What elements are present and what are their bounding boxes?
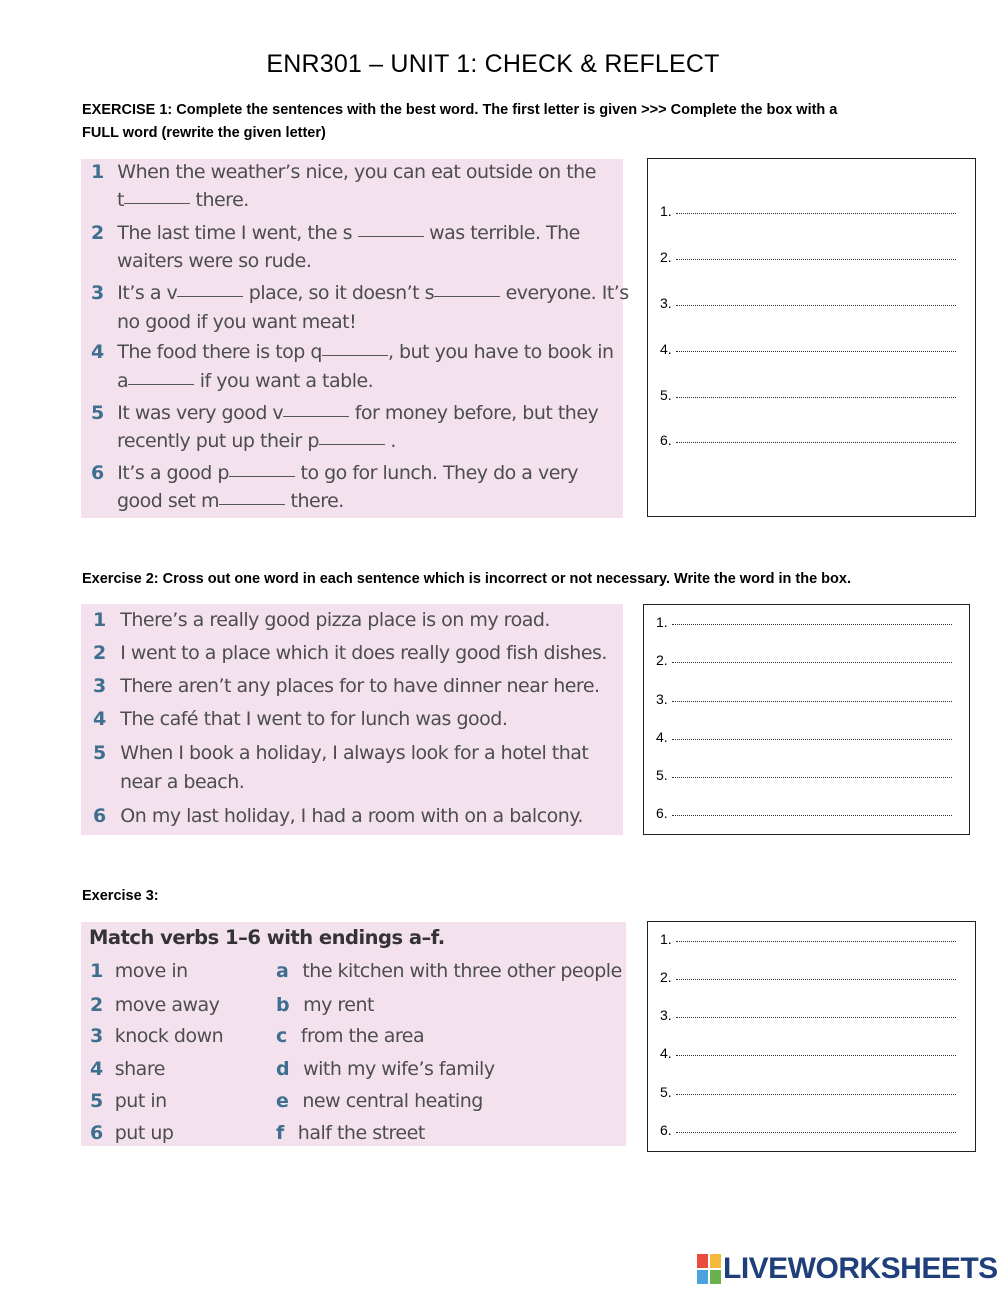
answer-row[interactable] — [656, 805, 952, 821]
list-item-continued — [117, 430, 396, 452]
item-number: 1 — [90, 960, 103, 982]
sentence-text: if you want a table. — [194, 370, 374, 392]
answer-blank — [434, 295, 500, 297]
verb-text: put up — [114, 1122, 174, 1144]
exercise2-sentences — [81, 604, 623, 835]
ending-item — [276, 960, 622, 982]
list-item — [81, 708, 507, 730]
list-item — [81, 609, 550, 631]
list-item — [81, 402, 598, 424]
answer-number: 4. — [660, 341, 672, 357]
sentence-text: The food there is top q — [117, 341, 322, 363]
answer-field[interactable] — [676, 304, 956, 306]
exercise1-instruction-line2: FULL word (rewrite the given letter) — [82, 125, 326, 141]
answer-row[interactable] — [656, 614, 952, 630]
sentence-text: . — [384, 430, 396, 452]
sentence-text: It was very good v — [117, 402, 284, 424]
answer-number: 1. — [660, 203, 672, 219]
answer-number: 2. — [660, 969, 672, 985]
answer-number: 3. — [660, 295, 672, 311]
liveworksheets-logo-icon — [697, 1254, 721, 1284]
ending-text: from the area — [300, 1025, 425, 1047]
item-letter: f — [276, 1122, 284, 1144]
sentence-text: to go for lunch. They do a very — [294, 462, 578, 484]
answer-field[interactable] — [676, 1016, 956, 1018]
answer-field[interactable] — [676, 441, 956, 443]
ending-text: half the street — [297, 1122, 425, 1144]
ending-item — [276, 1090, 483, 1112]
answer-blank — [322, 354, 388, 356]
item-number: 3 — [91, 282, 104, 304]
sentence-text: place, so it doesn’t s — [243, 282, 435, 304]
list-item-continued — [117, 311, 356, 333]
answer-field[interactable] — [672, 814, 952, 816]
ending-item — [276, 1058, 495, 1080]
verb-text: knock down — [114, 1025, 224, 1047]
list-item — [81, 341, 614, 363]
item-number: 3 — [90, 1025, 103, 1047]
sentence-text: everyone. It’s — [500, 282, 629, 304]
verb-item — [90, 1058, 165, 1080]
answer-row[interactable] — [660, 1122, 956, 1138]
answer-field[interactable] — [672, 776, 952, 778]
answer-number: 6. — [660, 1122, 672, 1138]
answer-row[interactable] — [660, 1007, 956, 1023]
exercise3-heading: Match verbs 1–6 with endings a–f. — [89, 926, 445, 949]
list-item — [81, 161, 596, 183]
answer-row[interactable] — [656, 652, 952, 668]
verb-item — [90, 1122, 173, 1144]
item-letter: e — [276, 1090, 289, 1112]
sentence-text: The last time I went, the s — [117, 222, 358, 244]
answer-blank — [124, 202, 190, 204]
exercise3-matching — [81, 922, 626, 1146]
ending-item — [276, 994, 374, 1016]
list-item — [81, 675, 600, 697]
ending-item — [276, 1122, 425, 1144]
ending-item — [276, 1025, 424, 1047]
answer-row[interactable] — [656, 767, 952, 783]
answer-number: 3. — [660, 1007, 672, 1023]
exercise1-instruction — [82, 99, 962, 145]
answer-field[interactable] — [672, 661, 952, 663]
sentence-text: When the weather’s nice, you can eat outside on the — [117, 161, 596, 183]
answer-number: 1. — [656, 614, 668, 630]
verb-text: put in — [114, 1090, 167, 1112]
list-item-continued — [117, 370, 373, 392]
sentence-text: good set m — [117, 490, 219, 512]
verb-item — [90, 1025, 223, 1047]
answer-field[interactable] — [672, 700, 952, 702]
sentence-text: for money before, but they — [349, 402, 599, 424]
answer-row[interactable] — [660, 1045, 956, 1061]
item-number: 4 — [93, 708, 106, 730]
liveworksheets-logo-text: LIVEWORKSHEETS — [723, 1252, 998, 1285]
sentence-text: t — [117, 189, 124, 211]
verb-item — [90, 994, 219, 1016]
answer-field[interactable] — [676, 1093, 956, 1095]
item-number: 5 — [93, 742, 106, 764]
answer-row[interactable] — [656, 691, 952, 707]
answer-field[interactable] — [676, 258, 956, 260]
sentence-text: recently put up their p — [117, 430, 319, 452]
answer-field[interactable] — [676, 978, 956, 980]
verb-text: move away — [114, 994, 220, 1016]
answer-number: 5. — [656, 767, 668, 783]
answer-row[interactable] — [660, 249, 956, 265]
answer-number: 2. — [656, 652, 668, 668]
answer-row[interactable] — [660, 387, 956, 403]
answer-number: 6. — [660, 432, 672, 448]
sentence-text: On my last holiday, I had a room with on a balcony. — [120, 805, 583, 827]
answer-row[interactable] — [656, 729, 952, 745]
list-item-continued — [117, 189, 249, 211]
answer-field[interactable] — [676, 940, 956, 942]
exercise1-sentences — [81, 159, 629, 518]
answer-field[interactable] — [672, 623, 952, 625]
verb-item — [90, 960, 188, 982]
answer-number: 3. — [656, 691, 668, 707]
list-item — [81, 282, 629, 304]
sentence-text: It’s a v — [117, 282, 178, 304]
sentence-text: a — [117, 370, 129, 392]
list-item — [81, 222, 580, 244]
item-letter: c — [276, 1025, 287, 1047]
list-item-continued — [117, 490, 344, 512]
sentence-text: There’s a really good pizza place is on my road. — [120, 609, 550, 631]
item-number: 6 — [90, 1122, 103, 1144]
list-item-continued — [120, 771, 244, 793]
item-number: 3 — [93, 675, 106, 697]
list-item — [81, 742, 588, 764]
ending-text: new central heating — [302, 1090, 483, 1112]
answer-number: 5. — [660, 387, 672, 403]
answer-row[interactable] — [660, 1084, 956, 1100]
sentence-text: near a beach. — [120, 771, 245, 793]
sentence-text: waiters were so rude. — [117, 250, 312, 272]
exercise3-answer-box — [647, 921, 976, 1152]
item-number: 4 — [91, 341, 104, 363]
answer-field[interactable] — [676, 1131, 956, 1133]
list-item — [81, 462, 578, 484]
answer-blank — [219, 503, 285, 505]
item-letter: d — [276, 1058, 290, 1080]
page-title: ENR301 – UNIT 1: CHECK & REFLECT — [266, 50, 720, 78]
answer-number: 6. — [656, 805, 668, 821]
list-item — [81, 642, 607, 664]
answer-blank — [128, 383, 194, 385]
answer-row[interactable] — [660, 295, 956, 311]
ending-text: my rent — [303, 994, 374, 1016]
answer-blank — [229, 475, 295, 477]
item-letter: a — [276, 960, 289, 982]
item-number: 6 — [93, 805, 106, 827]
answer-field[interactable] — [676, 212, 956, 214]
verb-text: move in — [114, 960, 188, 982]
sentence-text: was terrible. The — [423, 222, 580, 244]
ending-text: with my wife’s family — [303, 1058, 495, 1080]
answer-row[interactable] — [660, 931, 956, 947]
answer-field[interactable] — [676, 396, 956, 398]
answer-number: 1. — [660, 931, 672, 947]
exercise3-label: Exercise 3: — [82, 888, 159, 904]
item-number: 4 — [90, 1058, 103, 1080]
item-letter: b — [276, 994, 290, 1016]
sentence-text: no good if you want meat! — [117, 311, 357, 333]
sentence-text: , but you have to book in — [387, 341, 614, 363]
exercise2-instruction: Exercise 2: Cross out one word in each sentence which is incorrect or not necessary. Write the word in the box. — [82, 571, 851, 587]
item-number: 5 — [91, 402, 104, 424]
item-number: 1 — [91, 161, 104, 183]
answer-number: 4. — [660, 1045, 672, 1061]
item-number: 5 — [90, 1090, 103, 1112]
exercise1-answer-box — [647, 158, 976, 517]
verb-item — [90, 1090, 167, 1112]
answer-field[interactable] — [672, 738, 952, 740]
item-number: 2 — [90, 994, 103, 1016]
answer-row[interactable] — [660, 203, 956, 219]
list-item-continued — [117, 250, 311, 272]
item-number: 2 — [93, 642, 106, 664]
sentence-text: There aren’t any places for to have dinner near here. — [120, 675, 600, 697]
list-item — [81, 805, 583, 827]
answer-number: 5. — [660, 1084, 672, 1100]
item-number: 6 — [91, 462, 104, 484]
sentence-text: It’s a good p — [117, 462, 229, 484]
answer-blank — [319, 443, 385, 445]
sentence-text: When I book a holiday, I always look for a hotel that — [120, 742, 589, 764]
ending-text: the kitchen with three other people — [302, 960, 622, 982]
answer-number: 2. — [660, 249, 672, 265]
liveworksheets-logo[interactable] — [697, 1252, 998, 1286]
answer-blank — [283, 415, 349, 417]
answer-field[interactable] — [676, 350, 956, 352]
answer-row[interactable] — [660, 969, 956, 985]
answer-row[interactable] — [660, 432, 956, 448]
sentence-text: there. — [285, 490, 344, 512]
answer-blank — [358, 235, 424, 237]
answer-field[interactable] — [676, 1054, 956, 1056]
sentence-text: there. — [189, 189, 249, 211]
verb-text: share — [114, 1058, 165, 1080]
item-number: 1 — [93, 609, 106, 631]
sentence-text: I went to a place which it does really good fish dishes. — [120, 642, 607, 664]
answer-blank — [177, 295, 243, 297]
sentence-text: The café that I went to for lunch was good. — [120, 708, 508, 730]
exercise1-instruction-line1: EXERCISE 1: Complete the sentences with the best word. The first letter is given >>> Complete the box with a — [82, 102, 838, 118]
answer-row[interactable] — [660, 341, 956, 357]
answer-number: 4. — [656, 729, 668, 745]
exercise2-answer-box — [643, 604, 970, 835]
item-number: 2 — [91, 222, 104, 244]
